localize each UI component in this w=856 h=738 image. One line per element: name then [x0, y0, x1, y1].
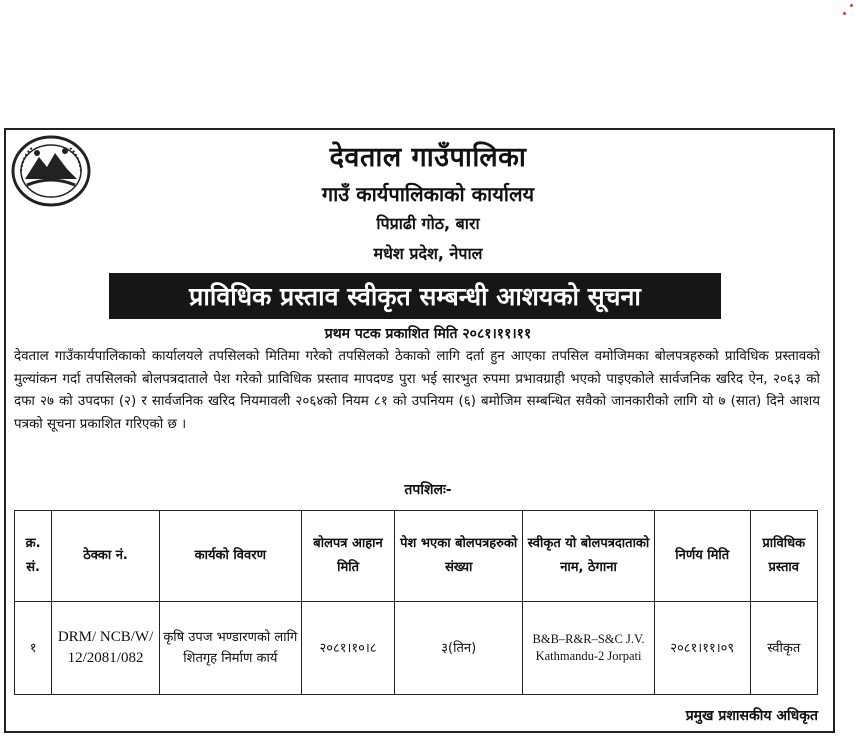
- cell-decision-date: २०८१।११।०९: [654, 602, 750, 695]
- cell-status: स्वीकृत: [750, 602, 817, 695]
- signatory: प्रमुख प्रशासकीय अधिकृत: [685, 708, 818, 724]
- col-header-bids-count: पेश भएका बोलपत्रहरुको संख्या: [395, 511, 523, 602]
- office-name: गाउँ कार्यपालिकाको कार्यालय: [321, 182, 535, 206]
- col-header-description: कार्यको विवरण: [159, 511, 301, 602]
- corner-dot-2: [850, 4, 853, 7]
- corner-dot-1: [843, 12, 846, 15]
- cell-bidder: B&B–R&R–S&C J.V. Kathmandu-2 Jorpati: [523, 602, 655, 695]
- notice-title-banner: [109, 273, 721, 319]
- notice-body: देवताल गाउँकार्यपालिकाको कार्यालयले तपसिलको मितिमा गरेको तपसिलको ठेकाको लागि दर्ता हुन आएका तपसिल वमोजिमका बोलपत्रहरुको प्राविधिक प्रस्तावको मुल्यांकन गर्दा तपसिलको बोलपत्रदाताले पेश गरेको प्राविधिक प्रस्ताव मापदण्ड पुरा भई सारभुत रुपमा प्रभावग्राही भएको पाइएकोले सार्वजनिक खरिद ऐन, २०६३ को दफा २७ को उपदफा (२) र सार्वजनिक खरिद नियमावली २०६४को नियम ८१ को उपनियम (६) बमोजिम सम्बन्धित सवैको जानकारीको लागि यो ७ (सात) दिने आशय पत्रको सूचना प्रकाशित गरिएको छ ।: [14, 349, 820, 432]
- cell-bids-count: ३(तिन): [395, 602, 523, 695]
- col-header-sn: क्र. सं.: [15, 511, 52, 602]
- col-header-bidder: स्वीकृत यो बोलपत्रदाताको नाम, ठेगाना: [523, 511, 655, 602]
- table-header-row: [15, 511, 818, 602]
- table-row: [15, 602, 818, 695]
- cell-sn: १: [15, 602, 52, 695]
- col-header-contract-no: ठेक्का नं.: [52, 511, 160, 602]
- notice-title: प्राविधिक प्रस्ताव स्वीकृत सम्बन्धी आशयको सूचना: [189, 282, 641, 311]
- col-header-technical-proposal: प्राविधिक प्रस्ताव: [750, 511, 817, 602]
- bid-table: [14, 510, 818, 695]
- col-header-invite-date: बोलपत्र आहान मिति: [301, 511, 395, 602]
- municipality-name: देवताल गाउँपालिका: [329, 142, 527, 173]
- publish-date: प्रथम पटक प्रकाशित मिति २०८१।११।११: [324, 326, 532, 342]
- cell-contract-no: DRM/ NCB/W/ 12/2081/082: [52, 602, 160, 695]
- schedule-label: तपशिलः-: [404, 482, 452, 498]
- col-header-decision-date: निर्णय मिति: [654, 511, 750, 602]
- address-line-1: पिप्राढी गोठ, बारा: [376, 214, 480, 233]
- cell-invite-date: २०८१।१०।८: [301, 602, 395, 695]
- cell-description: कृषि उपज भण्डारणको लागि शितगृह निर्माण कार्य: [159, 602, 301, 695]
- address-line-2: मधेश प्रदेश, नेपाल: [373, 244, 483, 263]
